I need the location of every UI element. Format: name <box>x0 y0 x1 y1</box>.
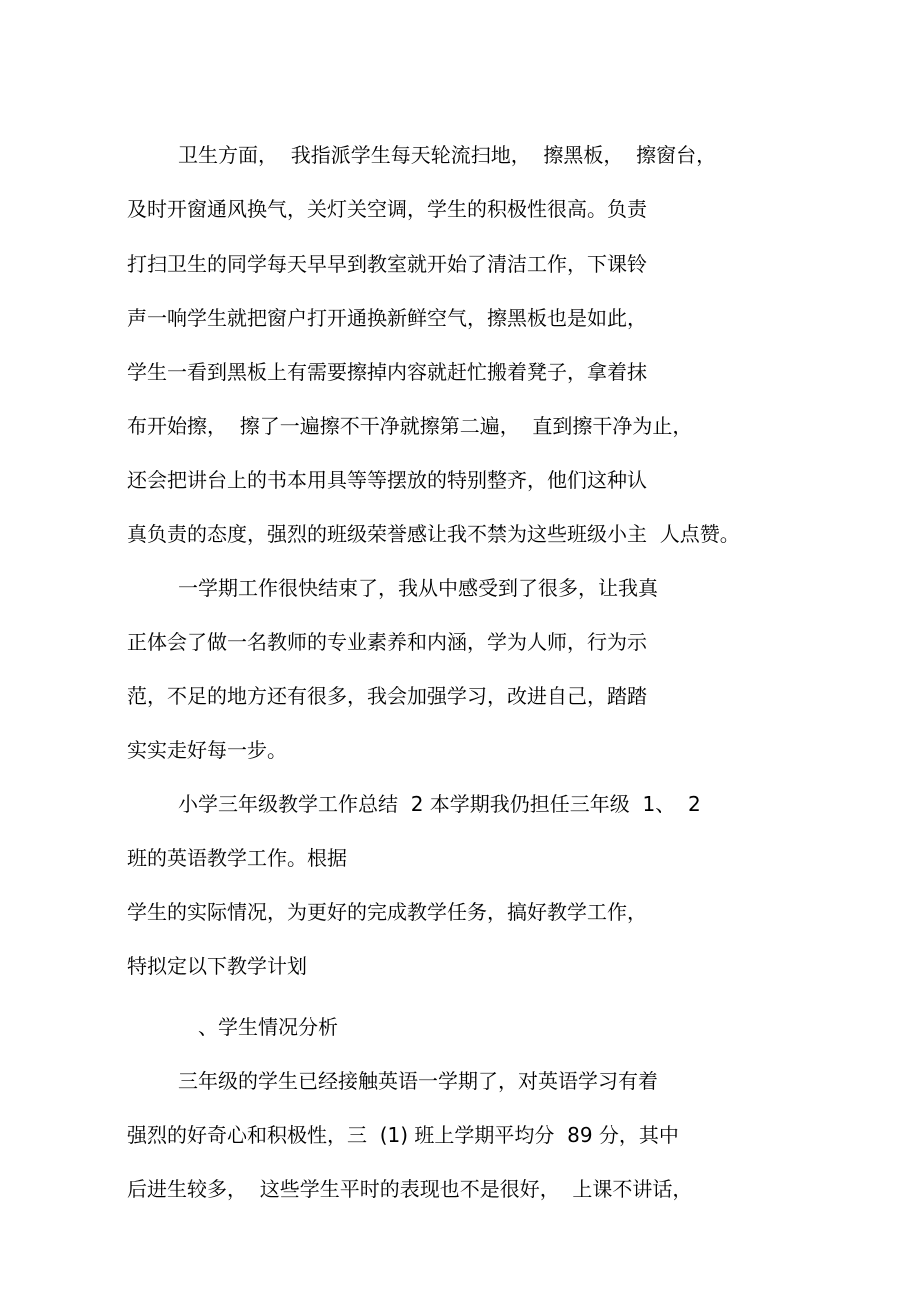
section-heading: 、学生情况分析 <box>198 1015 338 1039</box>
paragraph-line: 布开始擦， 擦了一遍擦不干净就擦第二遍， 直到擦干净为止， <box>127 414 693 438</box>
paragraph-line: 学生一看到黑板上有需要擦掉内容就赶忙搬着凳子，拿着抹 <box>127 360 647 384</box>
paragraph-line: 班的英语教学工作。根据 <box>127 846 347 870</box>
paragraph-line: 小学三年级教学工作总结 2 本学期我仍担任三年级 1、 2 <box>178 792 701 816</box>
paragraph-line: 及时开窗通风换气，关灯关空调，学生的积极性很高。负责 <box>127 197 647 221</box>
paragraph-line: 三年级的学生已经接触英语一学期了，对英语学习有着 <box>178 1069 658 1093</box>
paragraph-line: 卫生方面， 我指派学生每天轮流扫地， 擦黑板， 擦窗台， <box>178 143 717 167</box>
paragraph-line: 范，不足的地方还有很多，我会加强学习，改进自己，踏踏 <box>127 684 647 708</box>
paragraph-line: 打扫卫生的同学每天早早到教室就开始了清洁工作，下课铃 <box>127 252 647 276</box>
paragraph-line: 实实走好每一步。 <box>127 738 287 762</box>
paragraph-line: 还会把讲台上的书本用具等等摆放的特别整齐，他们这种认 <box>127 468 647 492</box>
paragraph-line: 真负责的态度，强烈的班级荣誉感让我不禁为这些班级小主 人点赞。 <box>127 522 740 546</box>
paragraph-line: 学生的实际情况，为更好的完成教学任务，搞好教学工作， <box>127 900 647 924</box>
paragraph-line: 后进生较多， 这些学生平时的表现也不是很好， 上课不讲话， <box>127 1177 693 1201</box>
paragraph-line: 声一响学生就把窗户打开通换新鲜空气，擦黑板也是如此， <box>127 306 647 330</box>
paragraph-line: 正体会了做一名教师的专业素养和内涵，学为人师，行为示 <box>127 630 647 654</box>
paragraph-line: 特拟定以下教学计划 <box>127 954 307 978</box>
paragraph-line: 强烈的好奇心和积极性，三 (1) 班上学期平均分 89 分，其中 <box>127 1123 679 1147</box>
paragraph-line: 一学期工作很快结束了，我从中感受到了很多，让我真 <box>178 576 658 600</box>
